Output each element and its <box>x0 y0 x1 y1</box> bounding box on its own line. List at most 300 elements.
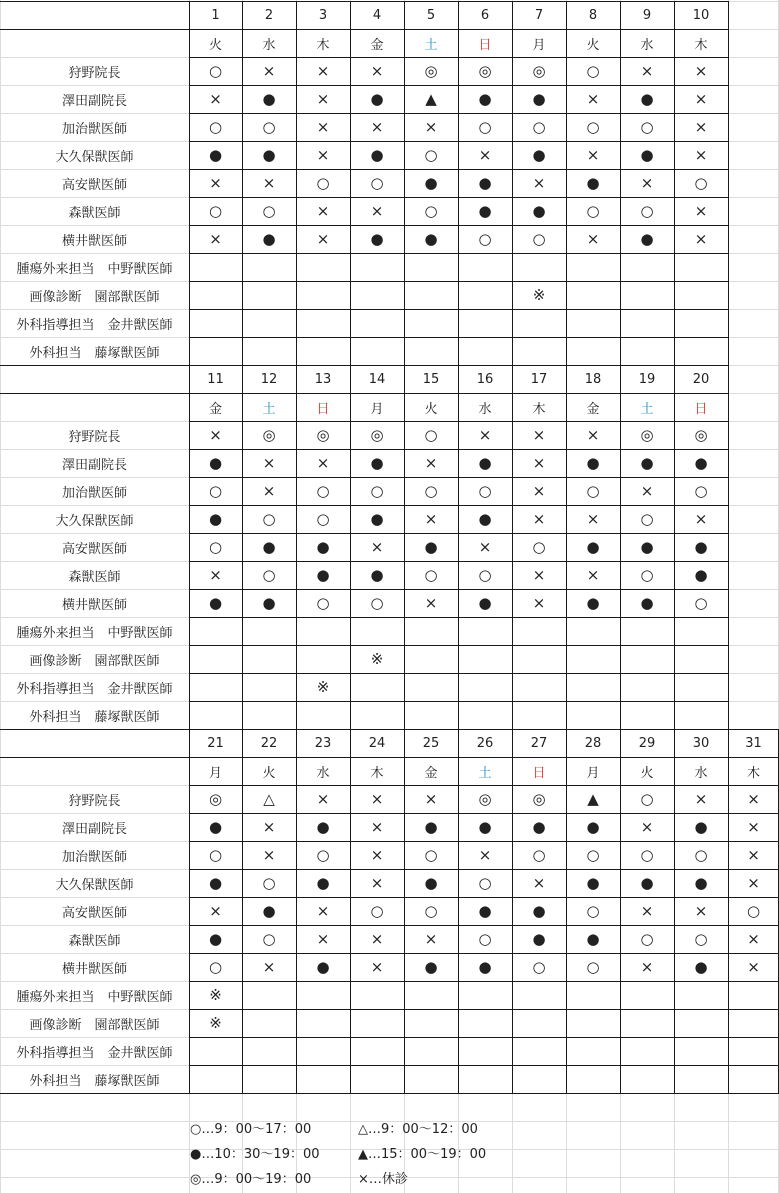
shift-cell: ○ <box>424 482 438 500</box>
shift-cell: ● <box>316 566 330 584</box>
weekday-label: 日 <box>478 37 492 53</box>
shift-cell <box>404 253 458 281</box>
staff-name: 大久保獣医師 <box>55 149 134 165</box>
shift-cell: ● <box>424 538 438 556</box>
staff-name: 画像診断 園部獣医師 <box>29 653 160 669</box>
shift-cell: ○ <box>586 846 600 864</box>
shift-cell <box>566 645 620 673</box>
shift-cell: ● <box>370 90 384 108</box>
shift-cell: × <box>370 874 384 892</box>
shift-cell: ● <box>694 874 708 892</box>
shift-cell: ○ <box>640 566 654 584</box>
shift-cell: ○ <box>208 202 223 220</box>
shift-cell: × <box>370 958 384 976</box>
shift-cell: ○ <box>746 902 761 920</box>
shift-cell: ● <box>532 90 546 108</box>
legend-closed: ×…休診 <box>358 1172 408 1187</box>
shift-cell <box>189 617 242 645</box>
day-number: 9 <box>642 7 652 23</box>
table-border-col <box>728 1 729 366</box>
shift-cell: × <box>478 146 492 164</box>
shift-cell <box>296 253 350 281</box>
shift-cell: ● <box>208 454 223 472</box>
shift-cell: ● <box>532 930 546 948</box>
shift-cell: ● <box>640 454 654 472</box>
shift-cell <box>512 981 566 1009</box>
legend-filled-circle: ●…10：30〜19：00 <box>190 1147 320 1162</box>
shift-cell: ▲ <box>425 90 437 108</box>
shift-cell: × <box>424 594 438 612</box>
weekday-label: 金 <box>586 401 600 417</box>
shift-cell: × <box>424 118 438 136</box>
shift-cell <box>458 337 512 365</box>
shift-cell: × <box>640 62 654 80</box>
weekday-label: 日 <box>532 765 546 781</box>
shift-cell: × <box>532 426 546 444</box>
shift-cell: ○ <box>208 846 223 864</box>
shift-cell <box>458 281 512 309</box>
staff-name: 森獣医師 <box>68 933 121 949</box>
shift-cell <box>620 645 674 673</box>
shift-cell: ● <box>694 958 708 976</box>
shift-cell <box>404 981 458 1009</box>
legend-triangle: △…9：00〜12：00 <box>358 1122 478 1137</box>
shift-cell: ● <box>424 874 438 892</box>
shift-cell <box>404 645 458 673</box>
shift-cell: ○ <box>424 426 438 444</box>
staff-name: 横井獣医師 <box>61 597 127 613</box>
shift-cell: ◎ <box>532 790 546 808</box>
shift-cell: ◎ <box>478 62 492 80</box>
shift-cell: × <box>316 62 330 80</box>
staff-name: 外科担当 藤塚獣医師 <box>29 709 160 725</box>
shift-cell <box>458 617 512 645</box>
shift-cell: ● <box>586 818 600 836</box>
shift-cell: × <box>424 790 438 808</box>
shift-cell: ● <box>424 818 438 836</box>
weekday-label: 月 <box>532 37 546 53</box>
shift-cell <box>189 253 242 281</box>
shift-cell <box>350 253 404 281</box>
shift-cell: ○ <box>316 510 330 528</box>
shift-cell: ● <box>370 510 384 528</box>
day-number: 23 <box>314 735 332 751</box>
day-number: 30 <box>692 735 710 751</box>
shift-cell: × <box>478 538 492 556</box>
shift-cell <box>458 1065 512 1093</box>
weekday-label: 木 <box>694 37 708 53</box>
shift-cell: ◎ <box>208 790 223 808</box>
staff-name: 高安獣医師 <box>61 905 127 921</box>
shift-cell: ● <box>208 594 223 612</box>
shift-cell: ○ <box>316 174 330 192</box>
shift-cell <box>620 337 674 365</box>
shift-cell: × <box>370 118 384 136</box>
weekday-label: 木 <box>316 37 330 53</box>
shift-cell: × <box>747 874 760 892</box>
shift-cell <box>242 309 296 337</box>
day-number: 31 <box>745 735 762 751</box>
day-number: 14 <box>368 371 386 387</box>
shift-cell <box>566 281 620 309</box>
staff-name: 外科担当 藤塚獣医師 <box>29 1073 160 1089</box>
shift-cell <box>350 1037 404 1065</box>
shift-cell <box>242 281 296 309</box>
shift-cell: × <box>370 818 384 836</box>
shift-cell: ● <box>532 902 546 920</box>
shift-cell: × <box>747 930 760 948</box>
shift-cell: ○ <box>586 958 600 976</box>
shift-cell: × <box>694 90 708 108</box>
shift-cell <box>728 1037 779 1065</box>
weekday-label: 火 <box>208 37 222 53</box>
shift-cell <box>404 281 458 309</box>
weekday-label: 水 <box>478 401 492 417</box>
shift-cell: ● <box>586 930 600 948</box>
day-number: 1 <box>211 7 220 23</box>
shift-cell: × <box>532 874 546 892</box>
shift-cell: ○ <box>370 482 384 500</box>
shift-cell <box>674 253 728 281</box>
shift-cell <box>350 337 404 365</box>
shift-cell: ● <box>424 958 438 976</box>
shift-cell <box>296 1037 350 1065</box>
shift-cell: ● <box>370 566 384 584</box>
shift-cell <box>620 673 674 701</box>
shift-cell <box>189 645 242 673</box>
shift-cell <box>296 645 350 673</box>
shift-cell: ◎ <box>316 426 330 444</box>
weekday-label: 木 <box>532 401 546 417</box>
shift-cell <box>566 309 620 337</box>
legend-filled-triangle: ▲…15：00〜19：00 <box>358 1147 487 1162</box>
shift-cell: ● <box>262 230 276 248</box>
shift-cell <box>512 1037 566 1065</box>
shift-cell: ○ <box>208 118 223 136</box>
shift-cell <box>674 337 728 365</box>
shift-cell <box>296 337 350 365</box>
shift-cell: ○ <box>424 146 438 164</box>
shift-cell <box>620 1037 674 1065</box>
day-number: 25 <box>422 735 440 751</box>
shift-cell: × <box>747 958 760 976</box>
shift-cell: ● <box>532 202 546 220</box>
shift-cell <box>404 309 458 337</box>
shift-cell: × <box>586 230 600 248</box>
day-number: 24 <box>368 735 386 751</box>
shift-cell: × <box>694 230 708 248</box>
shift-cell: ● <box>640 230 654 248</box>
shift-cell: ○ <box>208 482 223 500</box>
shift-cell: × <box>316 230 330 248</box>
day-number: 4 <box>372 7 382 23</box>
shift-cell <box>404 673 458 701</box>
shift-cell: ○ <box>424 202 438 220</box>
shift-cell <box>458 701 512 729</box>
shift-cell: ● <box>694 566 708 584</box>
shift-cell <box>512 1009 566 1037</box>
weekday-label: 月 <box>586 765 600 781</box>
day-number: 7 <box>534 7 544 23</box>
shift-cell: × <box>424 930 438 948</box>
shift-cell <box>620 981 674 1009</box>
shift-cell: ○ <box>478 230 492 248</box>
shift-cell: × <box>694 202 708 220</box>
shift-cell: ◎ <box>478 790 492 808</box>
shift-cell <box>674 309 728 337</box>
shift-cell: ○ <box>694 594 708 612</box>
shift-cell: ※ <box>532 286 546 304</box>
shift-cell <box>512 1065 566 1093</box>
shift-cell: × <box>694 902 708 920</box>
shift-cell <box>404 337 458 365</box>
shift-cell <box>566 1009 620 1037</box>
day-number: 15 <box>422 371 440 387</box>
shift-cell <box>189 281 242 309</box>
shift-cell: ◎ <box>532 62 546 80</box>
shift-cell: × <box>370 62 384 80</box>
shift-cell: ● <box>208 510 223 528</box>
staff-name: 高安獣医師 <box>61 541 127 557</box>
shift-cell: ● <box>640 146 654 164</box>
shift-cell <box>458 253 512 281</box>
shift-cell: × <box>586 566 600 584</box>
shift-cell: × <box>532 566 546 584</box>
shift-cell: ○ <box>370 594 384 612</box>
shift-cell <box>458 1037 512 1065</box>
shift-cell: × <box>478 426 492 444</box>
shift-cell: × <box>424 510 438 528</box>
shift-cell <box>404 701 458 729</box>
shift-cell <box>242 1037 296 1065</box>
shift-cell: ○ <box>532 118 546 136</box>
shift-cell <box>189 1065 242 1093</box>
staff-name: 大久保獣医師 <box>55 513 134 529</box>
shift-cell: ○ <box>586 202 600 220</box>
shift-cell: ○ <box>316 594 330 612</box>
table-border-row <box>0 1093 779 1094</box>
shift-cell <box>728 1009 779 1037</box>
shift-cell: ● <box>694 538 708 556</box>
day-number: 18 <box>584 371 602 387</box>
shift-cell: ● <box>640 538 654 556</box>
shift-cell: ○ <box>370 174 384 192</box>
shift-cell: ○ <box>262 118 276 136</box>
staff-name: 森獣医師 <box>68 569 121 585</box>
day-number: 16 <box>476 371 494 387</box>
day-number: 8 <box>588 7 598 23</box>
shift-cell <box>674 1009 728 1037</box>
day-number: 19 <box>638 371 656 387</box>
shift-cell: ● <box>262 538 276 556</box>
staff-name: 澤田副院長 <box>61 93 127 109</box>
shift-cell <box>458 981 512 1009</box>
shift-cell: × <box>262 846 276 864</box>
shift-cell <box>566 337 620 365</box>
shift-cell <box>512 701 566 729</box>
weekday-label: 月 <box>208 765 222 781</box>
shift-cell: ○ <box>262 566 276 584</box>
shift-cell: ● <box>478 594 492 612</box>
shift-cell: ● <box>586 538 600 556</box>
day-number: 10 <box>692 7 710 23</box>
shift-cell <box>242 673 296 701</box>
shift-cell: ● <box>586 594 600 612</box>
weekday-label: 金 <box>370 37 384 53</box>
shift-cell: ○ <box>532 538 546 556</box>
shift-cell: ● <box>262 146 276 164</box>
shift-cell <box>566 701 620 729</box>
shift-cell <box>674 673 728 701</box>
staff-name: 横井獣医師 <box>61 961 127 977</box>
shift-cell <box>566 981 620 1009</box>
shift-cell: × <box>316 454 330 472</box>
shift-cell <box>566 253 620 281</box>
shift-cell: ○ <box>586 482 600 500</box>
shift-cell: ○ <box>640 118 654 136</box>
shift-cell: ○ <box>424 566 438 584</box>
shift-cell: ○ <box>262 930 276 948</box>
shift-cell <box>350 981 404 1009</box>
staff-name: 森獣医師 <box>68 205 121 221</box>
staff-name: 外科指導担当 金井獣医師 <box>16 1045 173 1061</box>
weekday-label: 月 <box>370 401 384 417</box>
shift-cell: ○ <box>640 202 654 220</box>
day-number: 29 <box>638 735 656 751</box>
shift-cell: ● <box>640 874 654 892</box>
day-number: 26 <box>476 735 494 751</box>
shift-cell <box>512 309 566 337</box>
shift-cell <box>674 281 728 309</box>
shift-cell: ○ <box>694 930 708 948</box>
shift-cell: ● <box>208 146 223 164</box>
shift-cell: × <box>532 174 546 192</box>
shift-cell <box>350 1065 404 1093</box>
shift-cell <box>350 701 404 729</box>
shift-cell: ● <box>316 874 330 892</box>
staff-name: 画像診断 園部獣医師 <box>29 1017 160 1033</box>
shift-cell <box>512 337 566 365</box>
day-number: 21 <box>207 735 224 751</box>
shift-cell <box>296 309 350 337</box>
shift-cell: × <box>209 230 222 248</box>
shift-cell: × <box>694 790 708 808</box>
shift-cell <box>674 617 728 645</box>
shift-cell: ● <box>478 454 492 472</box>
shift-cell <box>350 617 404 645</box>
shift-cell <box>404 1037 458 1065</box>
day-number: 3 <box>318 7 328 23</box>
shift-cell: × <box>209 566 222 584</box>
shift-cell: × <box>586 90 600 108</box>
day-number: 6 <box>480 7 490 23</box>
staff-name: 狩野院長 <box>68 429 121 445</box>
shift-cell: × <box>316 930 330 948</box>
shift-cell: ● <box>478 818 492 836</box>
shift-cell <box>242 981 296 1009</box>
shift-cell: ● <box>694 454 708 472</box>
day-number: 17 <box>530 371 548 387</box>
shift-cell: ● <box>586 454 600 472</box>
staff-name: 腫瘍外来担当 中野獣医師 <box>16 261 173 277</box>
day-number: 11 <box>207 371 224 387</box>
shift-cell: × <box>316 90 330 108</box>
legend-circle: ○…9：00〜17：00 <box>190 1122 312 1137</box>
shift-cell: × <box>478 846 492 864</box>
shift-cell: ● <box>640 90 654 108</box>
shift-cell <box>296 281 350 309</box>
shift-cell <box>566 1037 620 1065</box>
weekday-label: 火 <box>586 37 600 53</box>
shift-cell: × <box>316 202 330 220</box>
shift-cell <box>620 309 674 337</box>
shift-cell <box>458 645 512 673</box>
shift-cell: × <box>370 790 384 808</box>
weekday-label: 水 <box>262 37 276 53</box>
shift-cell: ※ <box>209 1014 222 1032</box>
staff-name: 狩野院長 <box>68 65 121 81</box>
shift-cell: ● <box>478 902 492 920</box>
shift-cell: ● <box>370 230 384 248</box>
shift-cell <box>458 1009 512 1037</box>
shift-cell: × <box>209 90 222 108</box>
shift-cell: × <box>694 146 708 164</box>
shift-cell: ● <box>208 874 223 892</box>
table-border-col <box>728 365 729 730</box>
shift-cell <box>674 1037 728 1065</box>
shift-cell: × <box>262 818 276 836</box>
shift-cell: × <box>640 174 654 192</box>
shift-cell: ● <box>532 146 546 164</box>
staff-name: 大久保獣医師 <box>55 877 134 893</box>
shift-cell: ○ <box>208 62 223 80</box>
shift-cell: × <box>747 818 760 836</box>
shift-cell <box>189 337 242 365</box>
shift-cell: ○ <box>262 510 276 528</box>
shift-cell <box>242 1009 296 1037</box>
shift-cell <box>458 673 512 701</box>
shift-cell: × <box>640 958 654 976</box>
shift-cell <box>296 1009 350 1037</box>
shift-cell: × <box>316 118 330 136</box>
weekday-label: 火 <box>640 765 654 781</box>
shift-cell: ※ <box>370 650 384 668</box>
staff-name: 澤田副院長 <box>61 821 127 837</box>
shift-cell <box>296 1065 350 1093</box>
day-number: 28 <box>584 735 602 751</box>
weekday-label: 水 <box>640 37 654 53</box>
shift-cell <box>512 253 566 281</box>
shift-cell: ● <box>316 818 330 836</box>
weekday-label: 土 <box>424 37 438 53</box>
shift-cell: × <box>209 426 222 444</box>
shift-cell <box>674 981 728 1009</box>
shift-cell: ● <box>370 146 384 164</box>
day-number: 13 <box>314 371 332 387</box>
staff-name: 外科担当 藤塚獣医師 <box>29 345 160 361</box>
weekday-label: 土 <box>640 401 654 417</box>
shift-cell: ○ <box>532 846 546 864</box>
shift-cell: × <box>532 510 546 528</box>
shift-cell <box>620 617 674 645</box>
shift-cell: × <box>370 538 384 556</box>
shift-cell: × <box>747 790 760 808</box>
day-number: 2 <box>264 7 274 23</box>
shift-cell: ● <box>262 902 276 920</box>
shift-cell: ◎ <box>694 426 708 444</box>
weekday-label: 金 <box>424 765 438 781</box>
shift-cell <box>296 617 350 645</box>
